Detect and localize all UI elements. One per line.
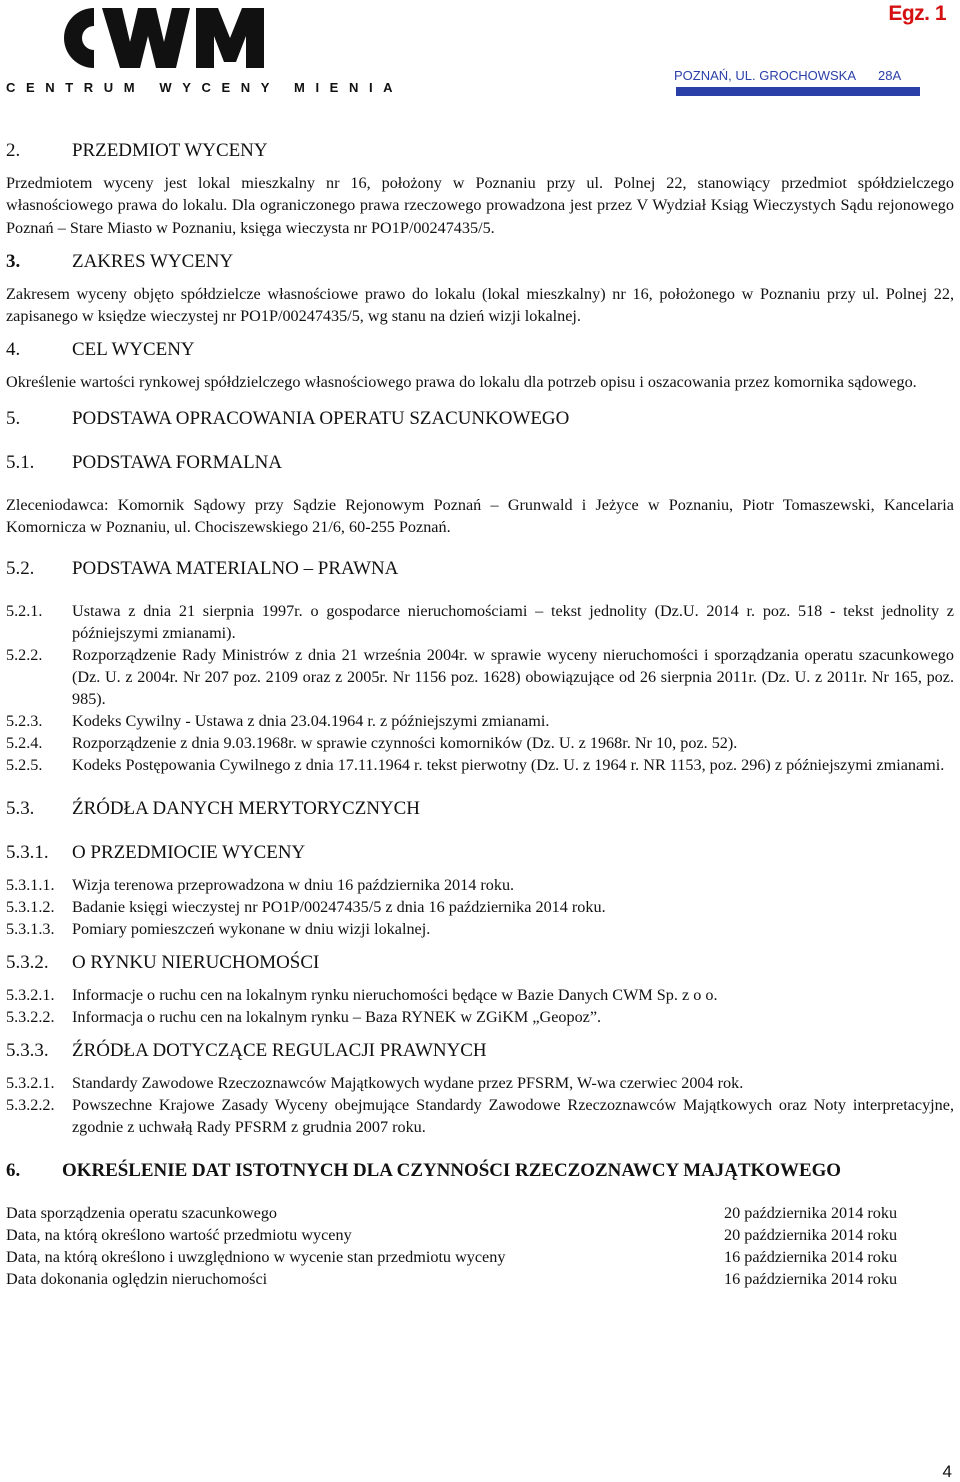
section-5-3-3-heading: 5.3.3. ŹRÓDŁA DOTYCZĄCE REGULACJI PRAWNYCH [6, 1040, 487, 1062]
list-item: 5.3.1.2. Badanie księgi wieczystej nr PO1P/00247435/5 z dnia 16 października 2014 roku. [6, 898, 606, 917]
key-dates-table [6, 1202, 954, 1290]
section-5-1-heading: 5.1. PODSTAWA FORMALNA [6, 451, 283, 473]
section-3-heading: 3. ZAKRES WYCENY [6, 250, 234, 272]
market-sources-list [6, 984, 954, 1028]
list-item: 5.3.2.1. Standardy Zawodowe Rzeczoznawców Majątkowych wydane przez PFSRM, W-wa czerwiec 2004 rok. [6, 1074, 744, 1093]
section-5-1-text: Zleceniodawca: Komornik Sądowy przy Sądzie Rejonowym Poznań – Grunwald i Jeżyce w Poznaniu, Piotr Tomaszewski, Kancelaria Komornicza w Poznaniu, ul. Chociszewskiego 21/6, 60-255 Poznań. [6, 495, 954, 537]
list-item: 5.3.1.3. Pomiary pomieszczeń wykonane w dniu wizji lokalnej. [6, 920, 431, 939]
company-address [674, 68, 901, 83]
legal-regulation-sources-list [6, 1072, 954, 1138]
section-6-heading: 6. OKREŚLENIE DAT ISTOTNYCH DLA CZYNNOŚCI RZECZOZNAWCY MAJĄTKOWEGO [6, 1160, 842, 1182]
page-number: 4 [942, 1462, 952, 1481]
address-number: 28A [878, 68, 902, 83]
section-5-2-heading: 5.2. PODSTAWA MATERIALNO – PRAWNA [6, 558, 399, 580]
list-item: 5.3.2.2. Powszechne Krajowe Zasady Wyceny obejmujące Standardy Zawodowe Rzeczoznawców Majątkowych oraz Noty interpretacyjne, zgodnie z uchwałą Rady PFSRM z grudnia 2007 roku. [6, 1096, 954, 1137]
list-item: 5.2.1. Ustawa z dnia 21 sierpnia 1997r. o gospodarce nieruchomościami – tekst jednolity (Dz.U. 2014 r. poz. 518 - tekst jednolity z późniejszymi zmianami). [6, 602, 954, 643]
section-4-text: Określenie wartości rynkowej spółdzielczego własnościowego prawa do lokalu dla potrzeb opisu i oszacowania przez komornika sądowego. [6, 373, 917, 392]
table-row: Data sporządzenia operatu szacunkowego 20 października 2014 roku [6, 1204, 898, 1223]
section-5-3-heading: 5.3. ŹRÓDŁA DANYCH MERYTORYCZNYCH [6, 798, 420, 820]
list-item: 5.3.1.1. Wizja terenowa przeprowadzona w dniu 16 października 2014 roku. [6, 876, 515, 895]
section-4-heading: 4. CEL WYCENY [6, 339, 195, 361]
cwm-logo [64, 4, 270, 72]
address-street: POZNAŃ, UL. GROCHOWSKA [674, 68, 857, 83]
section-5-3-2-heading: 5.3.2. O RYNKU NIERUCHOMOŚCI [6, 952, 320, 974]
section-3-text: Zakresem wyceny objęto spółdzielcze własnościowe prawo do lokalu (lokal mieszkalny) nr 16, położonego w Poznaniu przy ul. Polnej 22, zapisanego w księdze wieczystej nr PO1P/00247435/5, wg stanu na dzień wizji lokalnej. [6, 284, 954, 326]
copy-label: Egz. 1 [888, 2, 946, 25]
table-row: Data, na którą określono i uwzględniono w wycenie stan przedmiotu wyceny 16 października 2014 roku [6, 1248, 898, 1267]
table-row: Data, na którą określono wartość przedmiotu wyceny 20 października 2014 roku [6, 1226, 898, 1245]
list-item: 5.2.3. Kodeks Cywilny - Ustawa z dnia 23.04.1964 r. z późniejszymi zmianami. [6, 712, 550, 731]
table-row: Data dokonania oględzin nieruchomości 16 października 2014 roku [6, 1270, 898, 1289]
list-item: 5.2.2. Rozporządzenie Rady Ministrów z dnia 21 września 2004r. w sprawie wyceny nieruchomości i sporządzania operatu szacunkowego (Dz. U. z 2004r. Nr 207 poz. 2109 oraz z 2005r. Nr 1156 poz. 1628) obowiązujące od 26 sierpnia 2011r. (Dz. U. z 2011r. Nr 165, poz. 985). [6, 646, 954, 709]
page-header [0, 0, 960, 110]
list-item: 5.2.5. Kodeks Postępowania Cywilnego z dnia 17.11.1964 r. tekst pierwotny (Dz. U. z 1964 r. NR 1153, poz. 296) z późniejszymi zmianami. [6, 756, 945, 775]
section-5-3-1-heading: 5.3.1. O PRZEDMIOCIE WYCENY [6, 842, 306, 864]
address-underline-bar [676, 87, 920, 96]
logo-tagline: CENTRUM WYCENY MIENIA [6, 80, 404, 95]
list-item: 5.3.2.1. Informacje o ruchu cen na lokalnym rynku nieruchomości będące w Bazie Danych CWM Sp. z o o. [6, 986, 718, 1005]
legal-basis-list [6, 600, 954, 776]
list-item: 5.3.2.2. Informacja o ruchu cen na lokalnym rynku – Baza RYNEK w ZGiKM „Geopoz”. [6, 1008, 602, 1027]
document-body [6, 140, 954, 1290]
section-5-heading: 5. PODSTAWA OPRACOWANIA OPERATU SZACUNKOWEGO [6, 407, 570, 429]
subject-sources-list [6, 874, 954, 940]
section-2-text: Przedmiotem wyceny jest lokal mieszkalny nr 16, położony w Poznaniu przy ul. Polnej 22, stanowiący przedmiot spółdzielczego własnościowego prawa do lokalu. Dla ograniczonego prawa rzeczowego prowadzona jest przez V Wydział Ksiąg Wieczystych Sądu rejonowego Poznań – Stare Miasto w Poznaniu, księga wieczysta nr PO1P/00247435/5. [6, 174, 954, 237]
section-2-heading: 2. PRZEDMIOT WYCENY [6, 140, 268, 161]
list-item: 5.2.4. Rozporządzenie z dnia 9.03.1968r. w sprawie czynności komorników (Dz. U. z 1968r. Nr 10, poz. 52). [6, 734, 738, 753]
